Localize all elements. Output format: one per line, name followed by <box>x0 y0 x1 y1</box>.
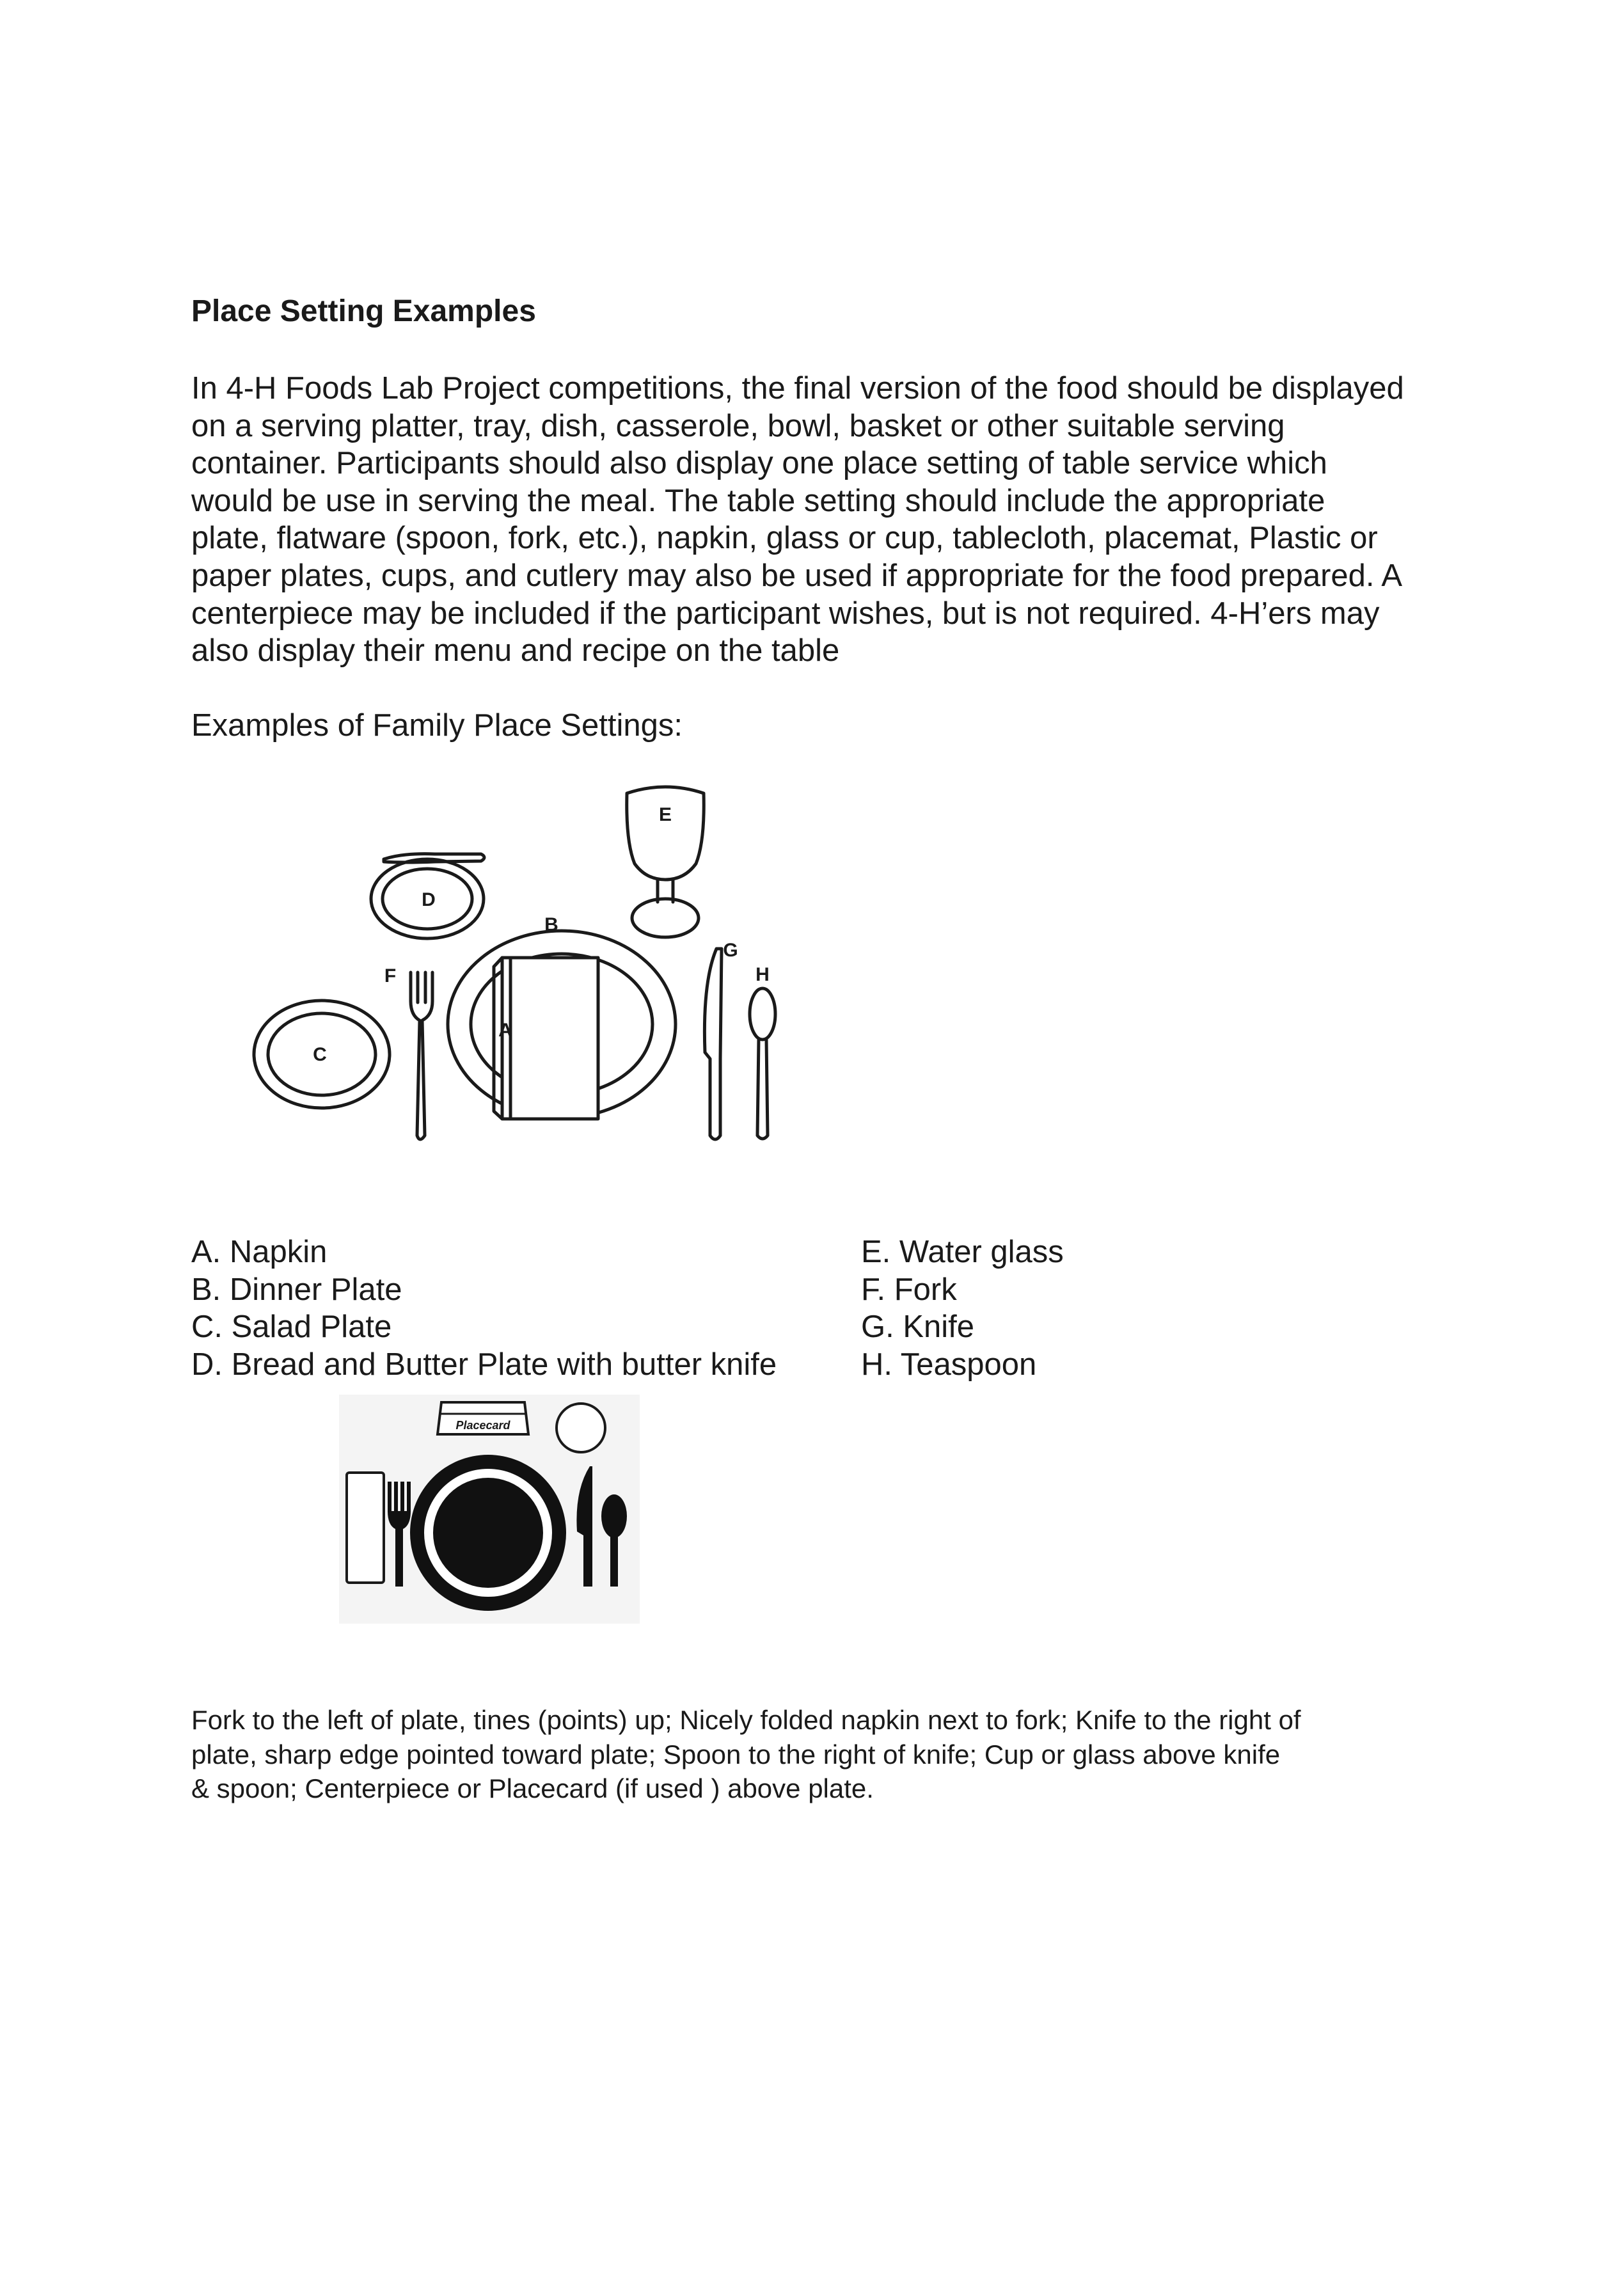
note-line: & spoon; Centerpiece or Placecard (if used ) above plate. <box>191 1773 874 1803</box>
legend-item: F. Fork <box>861 1272 957 1307</box>
legend-item: G. Knife <box>861 1310 975 1345</box>
legend-item: E. Water glass <box>861 1235 1064 1269</box>
legend-item: B. Dinner Plate <box>191 1272 402 1307</box>
diagram-label-salad-plate: C <box>313 1044 327 1065</box>
note-line: Fork to the left of plate, tines (points) up; Nicely folded napkin next to fork; Knife to the right of <box>191 1705 1301 1735</box>
intro-line: plate, flatware (spoon, fork, etc.), napkin, glass or cup, tablecloth, placemat, Plastic or <box>191 521 1378 556</box>
legend-item: A. Napkin <box>191 1235 328 1269</box>
knife-drawing <box>704 949 722 1139</box>
legend-item: D. Bread and Butter Plate with butter knife <box>191 1347 777 1382</box>
legend-left <box>191 1233 777 1383</box>
intro-line: on a serving platter, tray, dish, casserole, bowl, basket or other suitable serving <box>191 408 1285 443</box>
intro-line: paper plates, cups, and cutlery may also be used if appropriate for the food prepared. A <box>191 558 1403 593</box>
examples-heading: Examples of Family Place Settings: <box>191 708 683 743</box>
legend-item: H. Teaspoon <box>861 1347 1037 1382</box>
placecard-drawing <box>438 1402 528 1434</box>
diagram-label-knife: G <box>723 940 738 961</box>
diagram-label-teaspoon: H <box>755 964 770 985</box>
intro-paragraph <box>191 370 1464 670</box>
intro-line: centerpiece may be included if the participant wishes, but is not required. 4-H’ers may <box>191 596 1380 631</box>
teaspoon-drawing <box>750 988 775 1139</box>
fork-drawing <box>411 972 432 1139</box>
intro-line: would be use in serving the meal. The table setting should include the appropriate <box>191 483 1325 518</box>
legend-item: C. Salad Plate <box>191 1310 392 1345</box>
note-line: plate, sharp edge pointed toward plate; Spoon to the right of knife; Cup or glass above knife <box>191 1739 1281 1770</box>
diagram-label-bread-plate: D <box>422 889 436 910</box>
intro-line: also display their menu and recipe on the table <box>191 633 840 669</box>
family-place-setting-diagram <box>243 777 787 1148</box>
legend-right <box>861 1233 1064 1383</box>
diagram-label-fork: F <box>384 965 397 986</box>
diagram-label-dinner-plate: B <box>544 914 558 935</box>
intro-line: container. Participants should also display one place setting of table service which <box>191 446 1327 481</box>
intro-line: In 4-H Foods Lab Project competitions, the final version of the food should be displayed <box>191 371 1404 406</box>
page-title: Place Setting Examples <box>191 294 536 328</box>
diagram-label-water-glass: E <box>658 804 672 825</box>
plate-silhouette <box>410 1455 566 1611</box>
napkin-silhouette <box>347 1473 384 1583</box>
placecard-label: Placecard <box>455 1419 510 1432</box>
diagram-label-napkin: A <box>498 1020 512 1041</box>
cup-drawing <box>557 1404 605 1452</box>
simple-place-setting-diagram <box>339 1395 640 1624</box>
placement-note <box>191 1703 1464 1806</box>
